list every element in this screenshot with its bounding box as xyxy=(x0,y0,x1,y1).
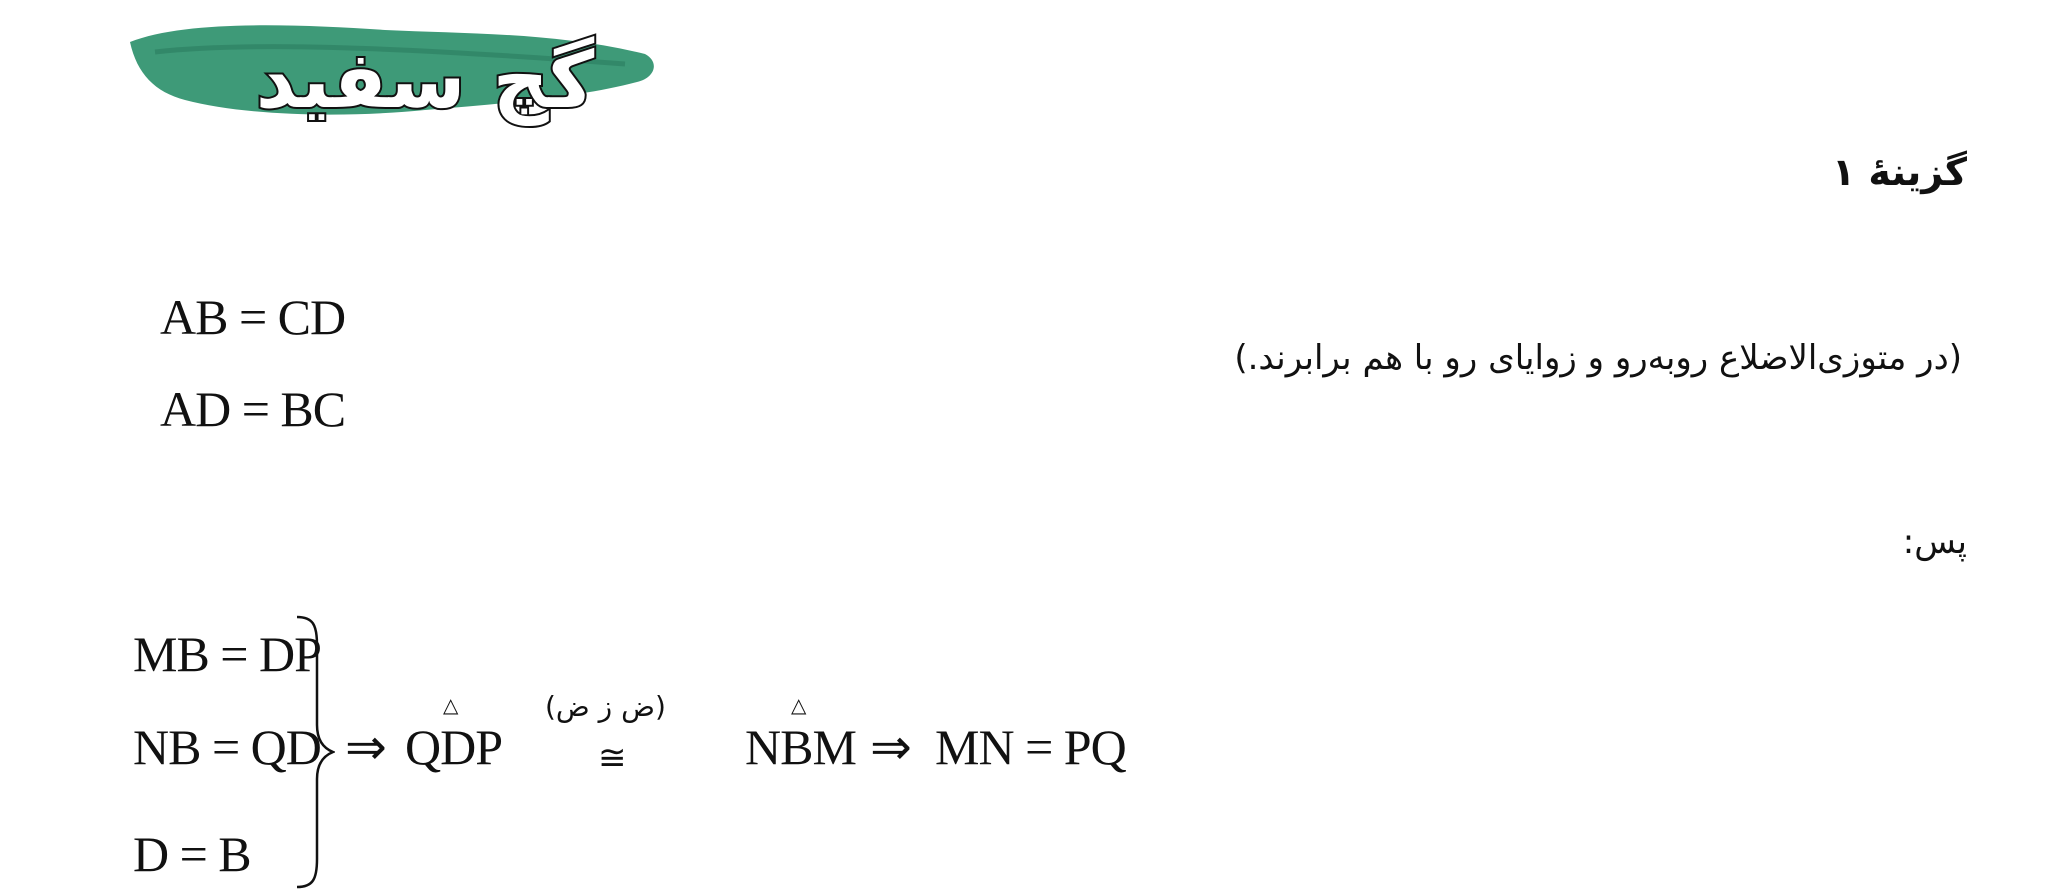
then-label: پس: xyxy=(1902,522,1967,562)
implies-arrow-2: ⇒ xyxy=(870,719,911,775)
congruence-symbol: ≅ xyxy=(598,740,626,777)
angle-hat-b: △ xyxy=(791,693,807,717)
equation-nb-qd: NB = QD xyxy=(133,719,321,775)
equation-ab-cd: AB = CD xyxy=(160,289,346,345)
angle-hat-d: △ xyxy=(443,693,459,717)
logo-text: گچ سفید xyxy=(255,36,595,126)
equation-d-b: D = B xyxy=(133,826,251,882)
congruence-case-label: (ض ز ض) xyxy=(545,690,666,723)
equation-mb-dp: MB = DP xyxy=(133,626,321,682)
right-brace xyxy=(295,615,335,890)
equation-ad-bc: AD = BC xyxy=(160,381,346,437)
triangle-qdp: QDP xyxy=(405,719,503,775)
parallelogram-note: (در متوزی‌الاضلاع روبه‌رو و زوایای رو با هم برابرند.) xyxy=(1234,338,1962,378)
triangle-nbm: NBM xyxy=(745,719,856,775)
answer-heading: گزینهٔ ۱ xyxy=(1832,150,1967,194)
logo xyxy=(125,12,665,147)
implies-arrow-1: ⇒ xyxy=(345,719,386,775)
equation-mn-pq: MN = PQ xyxy=(935,719,1126,775)
